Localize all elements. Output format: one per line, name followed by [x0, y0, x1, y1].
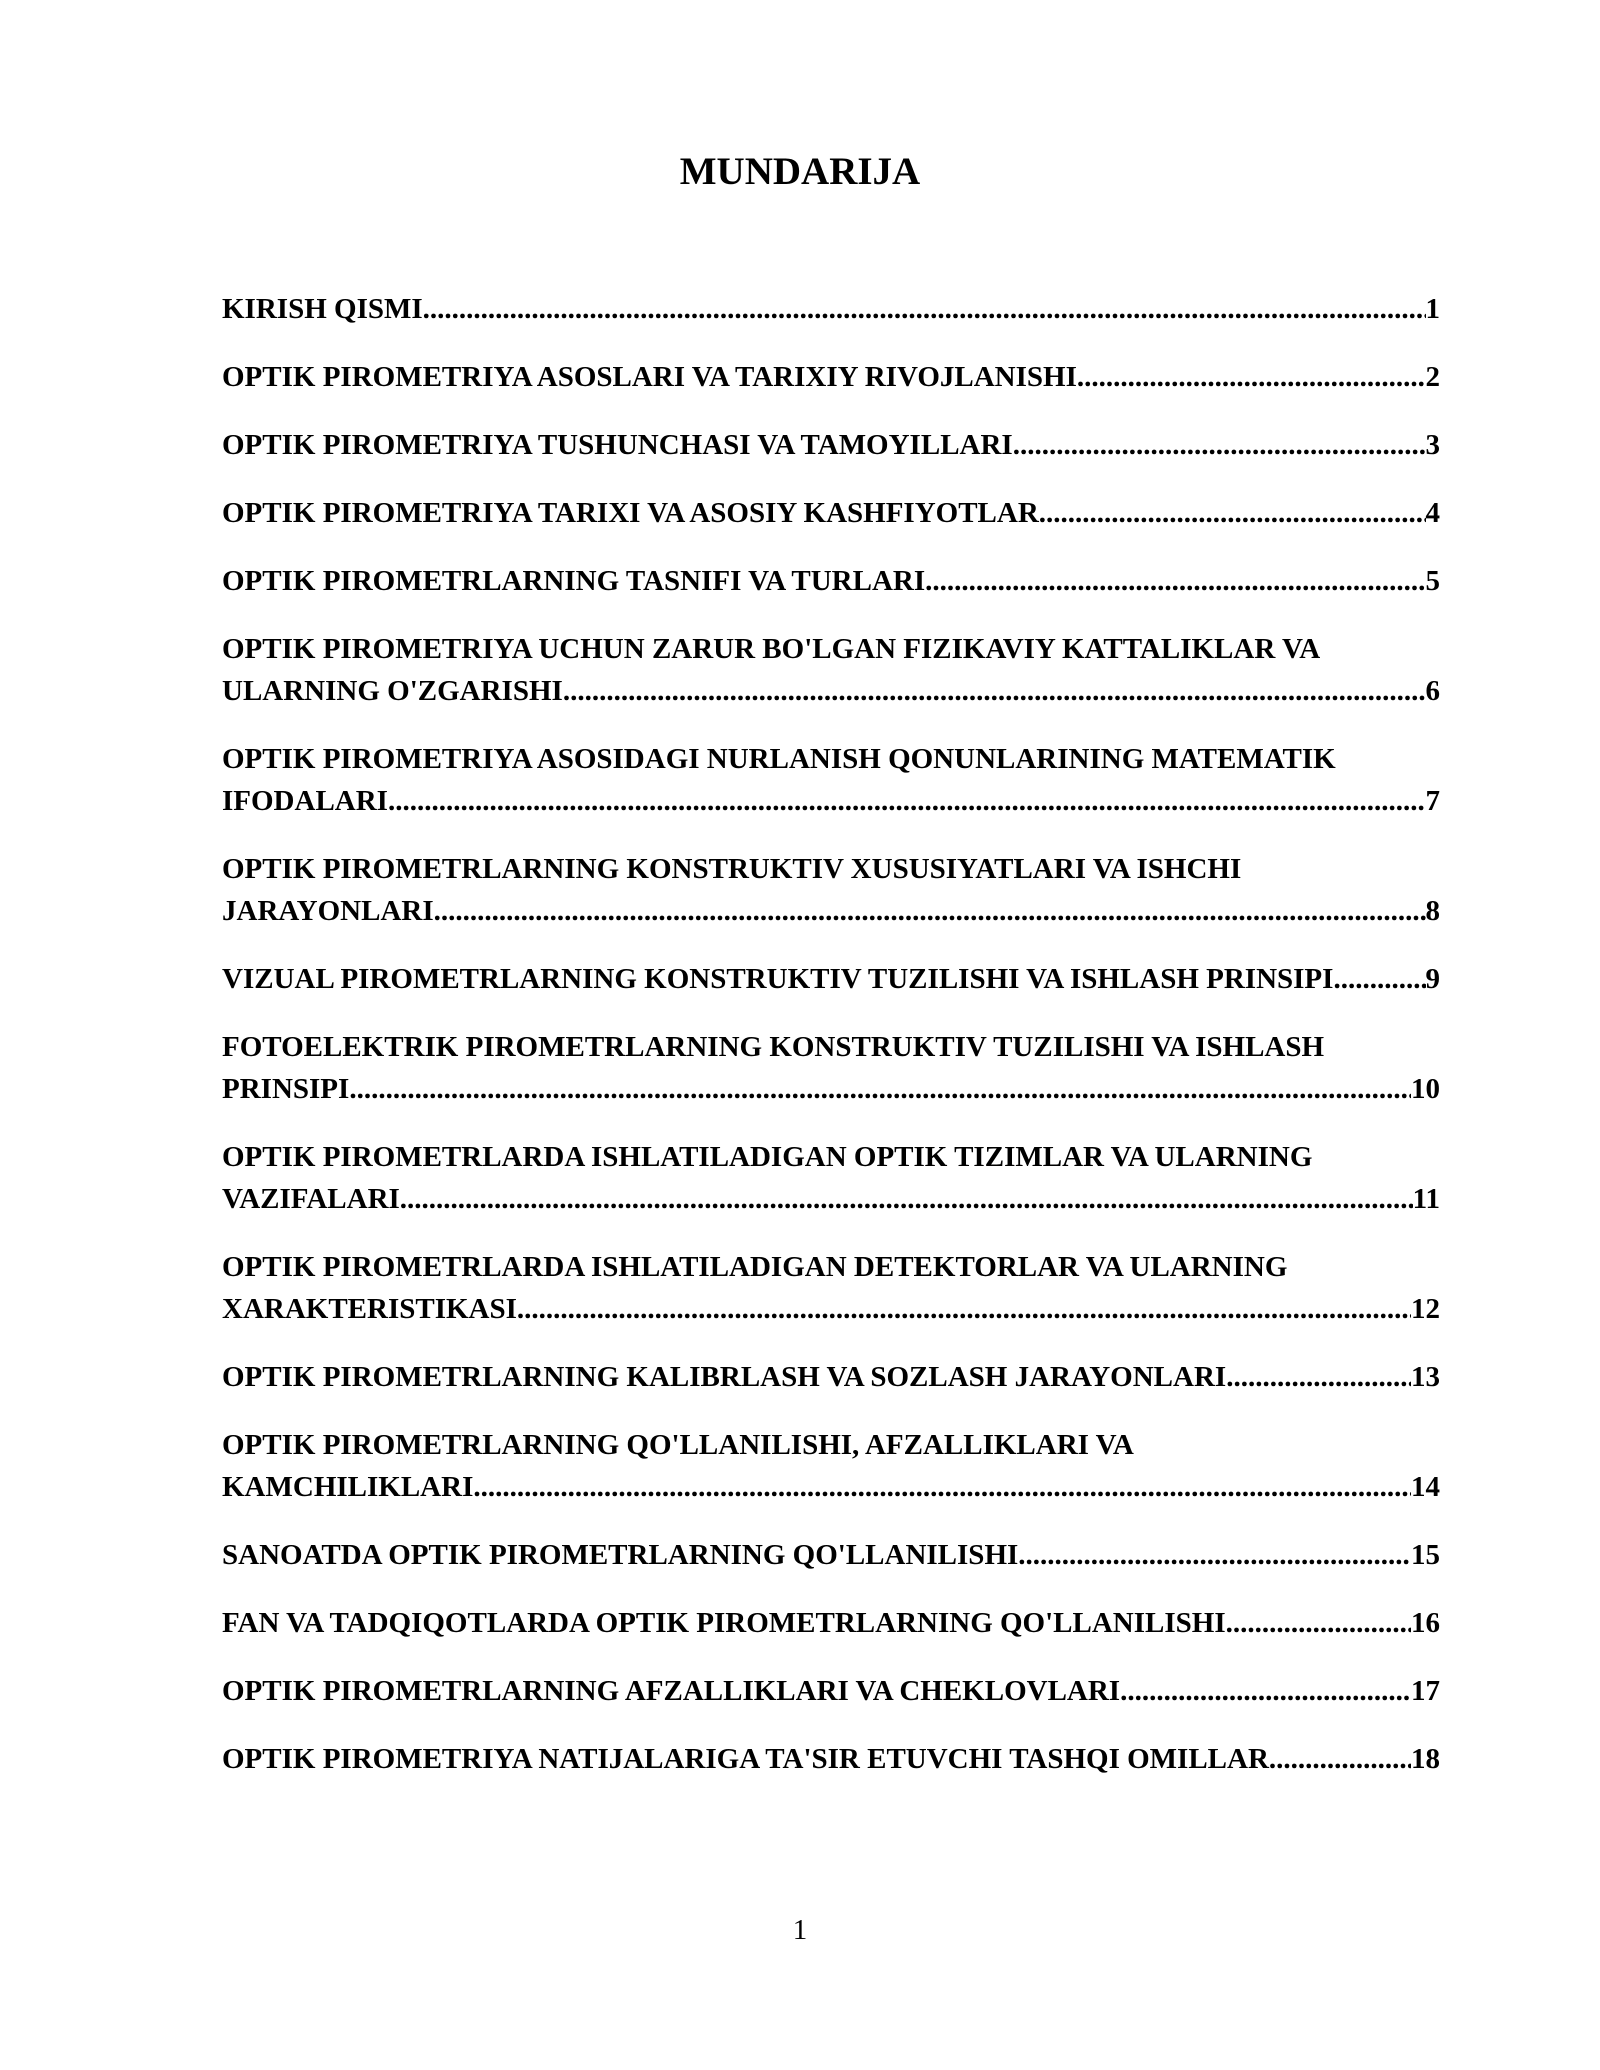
toc-entry-line: [222, 1670, 1440, 1712]
toc-entry[interactable]: [222, 958, 1440, 1000]
toc-leader-dots: [1333, 958, 1425, 1000]
toc-entry-page: 17: [1411, 1675, 1440, 1707]
toc-entry[interactable]: [222, 1670, 1440, 1712]
toc-entry-line: [222, 1068, 1440, 1110]
toc-entry-title: OPTIK PIROMETRLARNING TASNIFI VA TURLARI: [222, 565, 926, 597]
toc-entry-title: OPTIK PIROMETRIYA TARIXI VA ASOSIY KASHFIYOTLAR: [222, 497, 1039, 529]
toc-entry-title: XARAKTERISTIKASI: [222, 1293, 517, 1325]
toc-entry-page: 2: [1425, 361, 1440, 393]
toc-entry-page: 6: [1425, 675, 1440, 707]
toc-leader-dots: [349, 1068, 1411, 1110]
toc-entry[interactable]: [222, 1026, 1440, 1110]
toc-entry-line: [222, 958, 1440, 1000]
toc-entry[interactable]: [222, 1356, 1440, 1398]
toc-leader-dots: [423, 288, 1426, 330]
toc-leader-dots: [1013, 424, 1426, 466]
toc-entry-line: [222, 492, 1440, 534]
toc-entry-page: 7: [1425, 785, 1440, 817]
toc-entry[interactable]: [222, 738, 1440, 822]
toc-leader-dots: [1226, 1602, 1411, 1644]
toc-entry-first-line: OPTIK PIROMETRLARDA ISHLATILADIGAN DETEKTORLAR VA ULARNING: [222, 1251, 1288, 1283]
toc-entry-line: [222, 1602, 1440, 1644]
page-number: 1: [792, 1914, 808, 1946]
toc-entry-page: 12: [1411, 1293, 1440, 1325]
toc-entry-line: [222, 1178, 1440, 1220]
toc-leader-dots: [434, 890, 1426, 932]
toc-entry[interactable]: [222, 1136, 1440, 1220]
toc-entry-title: OPTIK PIROMETRLARNING KALIBRLASH VA SOZLASH JARAYONLARI: [222, 1361, 1227, 1393]
toc-entry-line: [222, 1534, 1440, 1576]
toc-entry-title: OPTIK PIROMETRIYA TUSHUNCHASI VA TAMOYILLARI: [222, 429, 1013, 461]
toc-entry-page: 15: [1411, 1539, 1440, 1571]
toc-entry-title: OPTIK PIROMETRLARNING AFZALLIKLARI VA CHEKLOVLARI: [222, 1675, 1121, 1707]
toc-entry-first-line: OPTIK PIROMETRLARNING QO'LLANILISHI, AFZALLIKLARI VA: [222, 1429, 1134, 1461]
toc-entry[interactable]: [222, 848, 1440, 932]
toc-entry-first-line: OPTIK PIROMETRIYA ASOSIDAGI NURLANISH QONUNLARINING MATEMATIK: [222, 743, 1336, 775]
toc-entry-title: OPTIK PIROMETRIYA NATIJALARIGA TA'SIR ETUVCHI TASHQI OMILLAR.: [222, 1743, 1277, 1775]
toc-entry[interactable]: [222, 356, 1440, 398]
toc-entry[interactable]: [222, 1246, 1440, 1330]
toc-entry-page: 10: [1411, 1073, 1440, 1105]
toc-entry-line: [222, 560, 1440, 602]
toc-entry-title: JARAYONLARI: [222, 895, 434, 927]
toc-entry-line: [222, 670, 1440, 712]
page-title: MUNDARIJA: [679, 150, 921, 193]
toc-entry[interactable]: [222, 288, 1440, 330]
toc-entry-line: [222, 780, 1440, 822]
toc-entry-page: 11: [1412, 1183, 1440, 1215]
toc-entry[interactable]: [222, 560, 1440, 602]
toc-entry-line: [222, 1288, 1440, 1330]
toc-leader-dots: [1039, 492, 1426, 534]
toc-entry-title: VAZIFALARI: [222, 1183, 400, 1215]
toc-entry-first-line: OPTIK PIROMETRLARNING KONSTRUKTIV XUSUSIYATLARI VA ISHCHI: [222, 853, 1242, 885]
toc-entry-line: [222, 356, 1440, 398]
toc-entry-line: [222, 424, 1440, 466]
toc-leader-dots: [1226, 1356, 1411, 1398]
toc-leader-dots: [1018, 1534, 1411, 1576]
toc-entry-title: FAN VA TADQIQOTLARDA OPTIK PIROMETRLARNING QO'LLANILISHI: [222, 1607, 1226, 1639]
toc-entry-title: SANOATDA OPTIK PIROMETRLARNING QO'LLANILISHI: [222, 1539, 1019, 1571]
toc-entry-page: 13: [1411, 1361, 1440, 1393]
toc-leader-dots: [1276, 1738, 1411, 1780]
toc-entry-line: [222, 890, 1440, 932]
toc-leader-dots: [388, 780, 1426, 822]
toc-entry-line: [222, 1466, 1440, 1508]
toc-entry-page: 9: [1425, 963, 1440, 995]
toc-entry[interactable]: [222, 424, 1440, 466]
toc-entry-page: 1: [1425, 293, 1440, 325]
toc-entry-first-line: OPTIK PIROMETRLARDA ISHLATILADIGAN OPTIK TIZIMLAR VA ULARNING: [222, 1141, 1313, 1173]
toc-entry[interactable]: [222, 1424, 1440, 1508]
toc-entry-line: [222, 1738, 1440, 1780]
toc-leader-dots: [400, 1178, 1413, 1220]
toc-entry-page: 16: [1411, 1607, 1440, 1639]
toc-entry-first-line: FOTOELEKTRIK PIROMETRLARNING KONSTRUKTIV TUZILISHI VA ISHLASH: [222, 1031, 1325, 1063]
toc-leader-dots: [563, 670, 1426, 712]
toc-entry-title: KAMCHILIKLARI: [222, 1471, 474, 1503]
toc-entry[interactable]: [222, 628, 1440, 712]
toc-entry-page: 14: [1411, 1471, 1440, 1503]
toc-entry-title: PRINSIPI: [222, 1073, 350, 1105]
toc-entry[interactable]: [222, 1602, 1440, 1644]
toc-entry-page: 3: [1425, 429, 1440, 461]
toc-leader-dots: [517, 1288, 1411, 1330]
toc-entry-first-line: OPTIK PIROMETRIYA UCHUN ZARUR BO'LGAN FIZIKAVIY KATTALIKLAR VA: [222, 633, 1321, 665]
toc-entry-title: OPTIK PIROMETRIYA ASOSLARI VA TARIXIY RIVOJLANISHI: [222, 361, 1077, 393]
toc-entry-title: IFODALARI: [222, 785, 388, 817]
toc-entry-title: ULARNING O'ZGARISHI: [222, 675, 563, 707]
toc-entry-page: 5: [1425, 565, 1440, 597]
table-of-contents: [222, 288, 1440, 1806]
toc-entry-title: VIZUAL PIROMETRLARNING KONSTRUKTIV TUZILISHI VA ISHLASH PRINSIPI: [222, 963, 1334, 995]
toc-leader-dots: [1077, 356, 1426, 398]
toc-entry-line: [222, 288, 1440, 330]
toc-leader-dots: [1120, 1670, 1411, 1712]
toc-entry[interactable]: [222, 1534, 1440, 1576]
toc-entry[interactable]: [222, 1738, 1440, 1780]
toc-entry-title: KIRISH QISMI: [222, 293, 423, 325]
toc-entry-line: [222, 1356, 1440, 1398]
toc-entry-page: 18: [1411, 1743, 1440, 1775]
toc-leader-dots: [925, 560, 1425, 602]
toc-entry-page: 4: [1425, 497, 1440, 529]
toc-entry-page: 8: [1425, 895, 1440, 927]
toc-leader-dots: [473, 1466, 1411, 1508]
toc-entry[interactable]: [222, 492, 1440, 534]
